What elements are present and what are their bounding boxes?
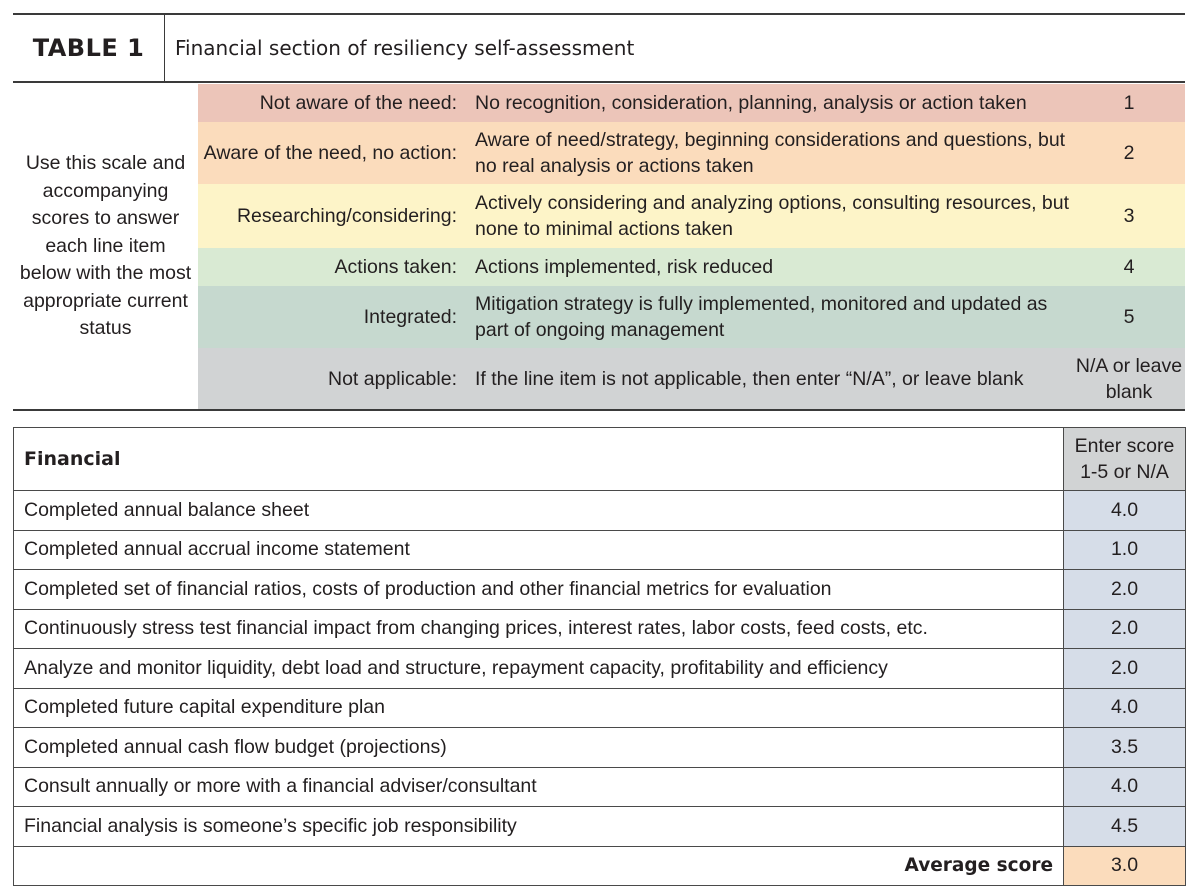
table-row bbox=[14, 570, 1186, 610]
table-row bbox=[14, 688, 1186, 728]
average-score: 3.0 bbox=[1064, 846, 1186, 885]
scale-score: 2 bbox=[1123, 142, 1135, 164]
line-item: Completed annual balance sheet bbox=[14, 491, 1064, 531]
scale-description: No recognition, consideration, planning, analysis or action taken bbox=[475, 92, 1027, 114]
line-item: Consult annually or more with a financial adviser/consultant bbox=[14, 767, 1064, 807]
scale-row-aware-no-action bbox=[198, 122, 1185, 184]
score-cell[interactable]: 3.5 bbox=[1064, 728, 1186, 768]
line-item: Analyze and monitor liquidity, debt load and structure, repayment capacity, profitability and efficiency bbox=[14, 649, 1064, 689]
score-cell[interactable]: 1.0 bbox=[1064, 530, 1186, 570]
scale-score: 3 bbox=[1123, 205, 1135, 227]
table-label: TABLE 1 bbox=[13, 15, 165, 81]
scale-row-not-aware bbox=[198, 84, 1185, 122]
line-item: Continuously stress test financial impact from changing prices, interest rates, labor costs, feed costs, etc. bbox=[14, 609, 1064, 649]
score-cell[interactable]: 4.0 bbox=[1064, 491, 1186, 531]
table-header-row bbox=[14, 428, 1186, 491]
scale-row-not-applicable bbox=[198, 348, 1185, 409]
scale-score: N/A or leave blank bbox=[1075, 354, 1183, 403]
average-label: Average score bbox=[14, 846, 1064, 885]
line-item: Completed future capital expenditure plan bbox=[14, 688, 1064, 728]
score-cell[interactable]: 4.0 bbox=[1064, 688, 1186, 728]
scale-level: Researching/considering: bbox=[236, 205, 457, 227]
scale-score: 1 bbox=[1123, 92, 1135, 114]
table-row bbox=[14, 649, 1186, 689]
line-item: Completed annual cash flow budget (projections) bbox=[14, 728, 1064, 768]
table-row bbox=[14, 491, 1186, 531]
table-title: Financial section of resiliency self-assessment bbox=[175, 36, 635, 60]
scale-row-integrated bbox=[198, 286, 1185, 348]
scale-level: Aware of the need, no action: bbox=[203, 142, 457, 164]
scale-level: Not applicable: bbox=[328, 367, 457, 390]
scale-row-researching bbox=[198, 184, 1185, 248]
scale-level: Not aware of the need: bbox=[259, 92, 457, 114]
average-row bbox=[14, 846, 1186, 885]
table-row bbox=[14, 767, 1186, 807]
section-header: Financial bbox=[14, 428, 1064, 491]
line-item: Completed set of financial ratios, costs of production and other financial metrics for evaluation bbox=[14, 570, 1064, 610]
scoring-scale bbox=[13, 84, 1185, 411]
table-row bbox=[14, 807, 1186, 847]
scale-description: If the line item is not applicable, then enter “N/A”, or leave blank bbox=[475, 367, 1024, 390]
scale-level: Integrated: bbox=[363, 306, 457, 328]
table-row bbox=[14, 609, 1186, 649]
score-cell[interactable]: 2.0 bbox=[1064, 649, 1186, 689]
scale-description: Actively considering and analyzing options, consulting resources, but none to minimal actions taken bbox=[475, 192, 1070, 240]
scale-score: 5 bbox=[1123, 306, 1135, 328]
scale-description: Mitigation strategy is fully implemented, monitored and updated as part of ongoing management bbox=[475, 293, 1048, 341]
scale-level: Actions taken: bbox=[334, 256, 457, 278]
scale-score: 4 bbox=[1123, 256, 1135, 278]
scale-description: Actions implemented, risk reduced bbox=[475, 256, 774, 278]
scale-row-actions-taken bbox=[198, 248, 1185, 286]
scale-description: Aware of need/strategy, beginning considerations and questions, but no real analysis or actions taken bbox=[475, 129, 1066, 177]
table-header bbox=[13, 13, 1185, 83]
table-row bbox=[14, 530, 1186, 570]
line-item: Financial analysis is someone’s specific job responsibility bbox=[14, 807, 1064, 847]
scale-instructions: Use this scale and accompanying scores to answer each line item below with the most appropriate current status bbox=[19, 152, 192, 340]
line-item: Completed annual accrual income statement bbox=[14, 530, 1064, 570]
score-cell[interactable]: 2.0 bbox=[1064, 609, 1186, 649]
score-cell[interactable]: 4.0 bbox=[1064, 767, 1186, 807]
table-row bbox=[14, 728, 1186, 768]
score-cell[interactable]: 4.5 bbox=[1064, 807, 1186, 847]
score-column-header: Enter score 1-5 or N/A bbox=[1064, 428, 1186, 491]
financial-score-table bbox=[13, 427, 1186, 886]
score-cell[interactable]: 2.0 bbox=[1064, 570, 1186, 610]
